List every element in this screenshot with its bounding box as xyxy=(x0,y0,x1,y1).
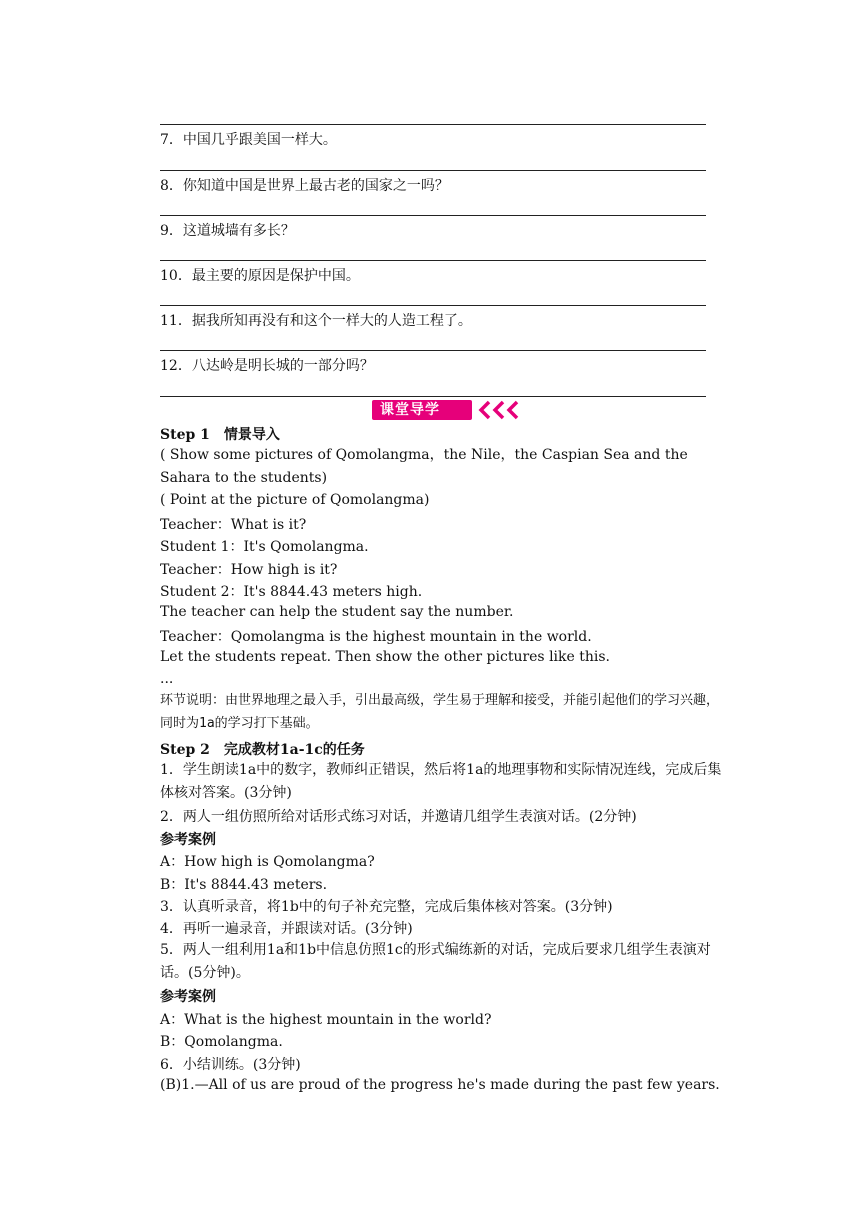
triple-chevron-left-icon xyxy=(476,400,522,420)
answer-line xyxy=(160,215,706,216)
step2-item2: 2．两人一组仿照所给对话形式练习对话，并邀请几组学生表演对话。(2分钟) xyxy=(160,809,637,825)
answer-line xyxy=(160,170,706,171)
exercise-10: 10．最主要的原因是保护中国。 xyxy=(160,268,360,284)
step2-item1 xyxy=(130,759,731,804)
step2-item5-text: 5．两人一组利用1a和1b中信息仿照1c的形式编练新的对话，完成后要求几组学生表演对话。(5分钟)。 xyxy=(160,942,711,981)
step1-heading: Step 1 情景导入 xyxy=(160,427,280,443)
dialog-line: A：How high is Qomolangma? xyxy=(160,854,375,870)
answer-line xyxy=(160,350,706,351)
step2-item5 xyxy=(130,939,731,984)
reference-heading: 参考案例 xyxy=(160,832,216,848)
exercise-8: 8．你知道中国是世界上最古老的国家之一吗？ xyxy=(160,178,449,194)
step1-note-text: 环节说明：由世界地理之最入手，引出最高级，学生易于理解和接受，并能引起他们的学习兴趣，同时为1a的学习打下基础。 xyxy=(160,693,720,731)
step2-item7: (B)1.—All of us are proud of the progress he's made during the past few years. xyxy=(160,1077,720,1093)
step1-line: Student 2：It's 8844.43 meters high. xyxy=(160,584,423,600)
step1-line: Teacher：How high is it? xyxy=(160,562,338,578)
dialog-line: B：Qomolangma. xyxy=(160,1034,283,1050)
exercise-11: 11．据我所知再没有和这个一样大的人造工程了。 xyxy=(160,313,472,329)
step1-line: Teacher：Qomolangma is the highest mountain in the world. xyxy=(160,629,592,645)
step1-line: Teacher：What is it? xyxy=(160,517,307,533)
step1-line: Let the students repeat. Then show the other pictures like this. xyxy=(160,649,610,665)
answer-line xyxy=(160,124,706,125)
step1-line: Student 1：It's Qomolangma. xyxy=(160,539,369,555)
step1-line: The teacher can help the student say the number. xyxy=(160,604,514,620)
step2-heading: Step 2 完成教材1a-1c的任务 xyxy=(160,742,365,758)
exercise-7: 7．中国几乎跟美国一样大。 xyxy=(160,132,337,148)
section-banner xyxy=(372,400,522,420)
step1-line: ( Point at the picture of Qomolangma) xyxy=(160,492,430,508)
step2-item3: 3．认真听录音，将1b中的句子补充完整，完成后集体核对答案。(3分钟) xyxy=(160,899,613,915)
step2-item4: 4．再听一遍录音，并跟读对话。(3分钟) xyxy=(160,921,413,937)
step2-item6: 6．小结训练。(3分钟) xyxy=(160,1057,301,1073)
reference-heading: 参考案例 xyxy=(160,989,216,1005)
banner-box xyxy=(372,400,472,420)
answer-line xyxy=(160,396,706,397)
exercise-9: 9．这道城墙有多长？ xyxy=(160,223,295,239)
exercise-12: 12．八达岭是明长城的一部分吗？ xyxy=(160,358,374,374)
banner-title: 课堂导学 xyxy=(380,402,440,418)
step1-line: ... xyxy=(160,671,174,687)
step1-intro-text: ( Show some pictures of Qomolangma，the Nile，the Caspian Sea and the Sahara to the students) xyxy=(160,447,688,486)
answer-line xyxy=(160,305,706,306)
answer-line xyxy=(160,260,706,261)
step1-intro xyxy=(130,444,731,489)
dialog-line: B：It's 8844.43 meters. xyxy=(160,877,328,893)
step2-item1-text: 1．学生朗读1a中的数字，教师纠正错误，然后将1a的地理事物和实际情况连线，完成后集体核对答案。(3分钟) xyxy=(160,762,722,801)
step1-note xyxy=(130,690,731,735)
dialog-line: A：What is the highest mountain in the world? xyxy=(160,1012,492,1028)
